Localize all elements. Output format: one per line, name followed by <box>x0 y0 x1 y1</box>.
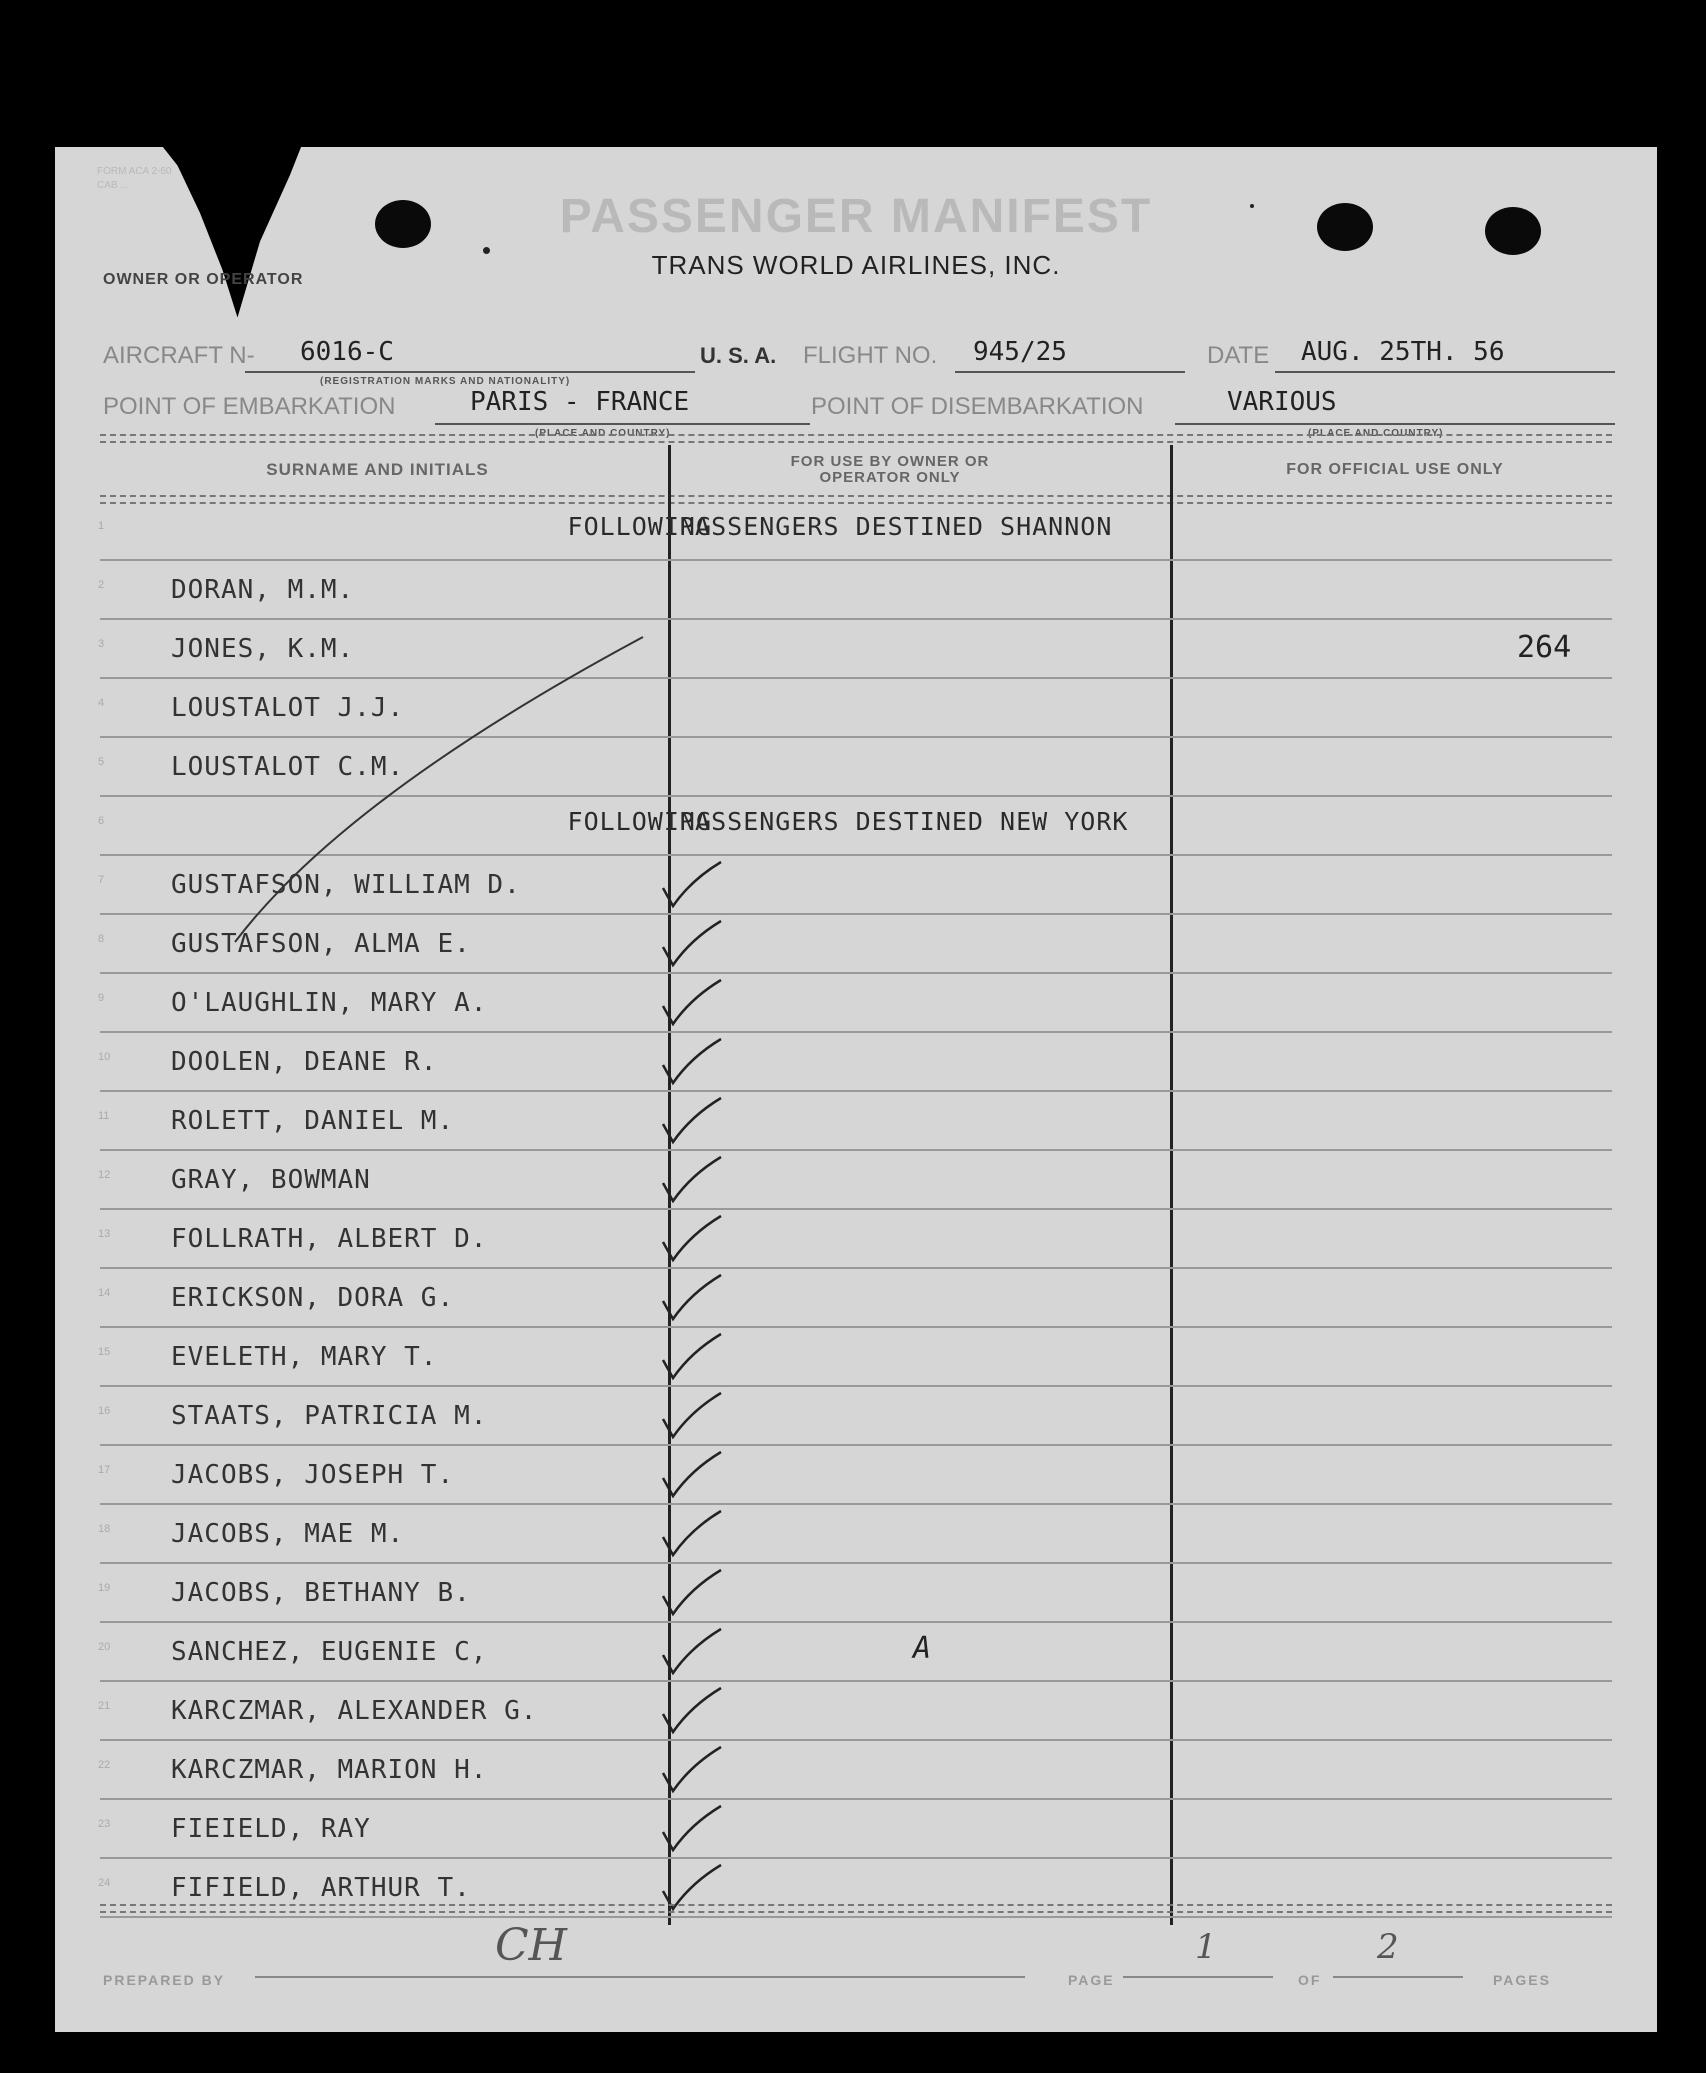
checkmark-icon <box>661 978 741 1028</box>
passenger-name: GUSTAFSON, ALMA E. <box>171 929 471 959</box>
passenger-name: LOUSTALOT C.M. <box>171 752 405 782</box>
row-number: 23 <box>98 1818 111 1830</box>
row-line <box>100 1267 1612 1269</box>
row-number: 6 <box>98 815 105 827</box>
page-number: 1 <box>1195 1927 1217 1967</box>
passenger-name: SANCHEZ, EUGENIE C, <box>171 1637 488 1667</box>
row-line <box>100 972 1612 974</box>
passenger-name: KARCZMAR, ALEXANDER G. <box>171 1696 538 1726</box>
aircraft-label: AIRCRAFT N- <box>103 342 255 369</box>
row-line <box>100 1385 1612 1387</box>
form-title: PASSENGER MANIFEST <box>559 190 1153 243</box>
row-number: 8 <box>98 933 105 945</box>
manifest-page <box>55 147 1657 2032</box>
row-number: 12 <box>98 1169 111 1181</box>
passenger-name: JACOBS, JOSEPH T. <box>171 1460 455 1490</box>
checkmark-icon <box>661 1568 741 1618</box>
section-heading-left: FOLLOWING <box>567 807 712 836</box>
flight-label: FLIGHT NO. <box>803 342 938 369</box>
row-line <box>100 1916 1612 1918</box>
col-surname: SURNAME AND INITIALS <box>266 460 489 479</box>
passenger-name: EVELETH, MARY T. <box>171 1342 438 1372</box>
of-label: OF <box>1298 1972 1322 1988</box>
header-rule <box>100 434 1612 443</box>
row-line <box>100 1621 1612 1623</box>
passenger-name: FIEIELD, RAY <box>171 1814 371 1844</box>
embark-caption: (PLACE AND COUNTRY) <box>535 428 671 439</box>
passenger-name: GRAY, BOWMAN <box>171 1165 371 1195</box>
passenger-name: FIFIELD, ARTHUR T. <box>171 1873 471 1903</box>
row-line <box>100 1208 1612 1210</box>
row-number: 9 <box>98 992 105 1004</box>
flight-prefix: U. S. A. <box>700 343 777 368</box>
aircraft-caption: (REGISTRATION MARKS AND NATIONALITY) <box>320 376 571 387</box>
strike-line <box>225 487 675 957</box>
checkmark-icon <box>661 1627 741 1677</box>
passenger-name: GUSTAFSON, WILLIAM D. <box>171 870 521 900</box>
row-number: 3 <box>98 638 105 650</box>
checkmark-icon <box>661 1804 741 1854</box>
airline-name: TRANS WORLD AIRLINES, INC. <box>651 250 1061 280</box>
page-line <box>1123 1976 1273 1978</box>
row-line <box>100 1562 1612 1564</box>
row-number: 22 <box>98 1759 111 1771</box>
row-number: 5 <box>98 756 105 768</box>
checkmark-icon <box>661 1509 741 1559</box>
section-heading-right: PASSENGERS DESTINED NEW YORK <box>679 807 1129 836</box>
pages-label: PAGES <box>1493 1972 1551 1988</box>
prepared-label: PREPARED BY <box>103 1972 226 1988</box>
flight-underline <box>955 371 1185 373</box>
owner-label: OWNER OR OPERATOR <box>103 271 304 288</box>
embark-label: POINT OF EMBARKATION <box>103 393 396 420</box>
passenger-name: KARCZMAR, MARION H. <box>171 1755 488 1785</box>
checkmark-icon <box>661 1096 741 1146</box>
passenger-name: DORAN, M.M. <box>171 575 355 605</box>
disembark-caption: (PLACE AND COUNTRY) <box>1308 428 1444 439</box>
prepared-line <box>255 1976 1025 1978</box>
row-line <box>100 1798 1612 1800</box>
row-line <box>100 1326 1612 1328</box>
disembark-label: POINT OF DISEMBARKATION <box>811 393 1144 420</box>
passenger-name: DOOLEN, DEANE R. <box>171 1047 438 1077</box>
aircraft-value: 6016-C <box>300 337 394 367</box>
section-heading-left: FOLLOWING <box>567 512 712 541</box>
row-number: 19 <box>98 1582 111 1594</box>
passenger-name: STAATS, PATRICIA M. <box>171 1401 488 1431</box>
row-line <box>100 1031 1612 1033</box>
section-heading-right: PASSENGERS DESTINED SHANNON <box>679 512 1113 541</box>
prepared-initials: CH <box>495 1920 568 1971</box>
checkmark-icon <box>661 1332 741 1382</box>
row-number: 4 <box>98 697 105 709</box>
checkmark-icon <box>661 1214 741 1264</box>
aircraft-underline <box>245 371 695 373</box>
column-divider-2 <box>1170 445 1173 1925</box>
col-official-use: FOR OFFICIAL USE ONLY <box>1286 461 1504 478</box>
passenger-name: LOUSTALOT J.J. <box>171 693 405 723</box>
page-label: PAGE <box>1068 1972 1115 1988</box>
checkmark-icon <box>661 1391 741 1441</box>
row-line <box>100 1149 1612 1151</box>
row-line <box>100 1680 1612 1682</box>
passenger-name: JONES, K.M. <box>171 634 355 664</box>
passenger-name: JACOBS, MAE M. <box>171 1519 405 1549</box>
embark-value: PARIS - FRANCE <box>470 387 690 417</box>
row-number: 7 <box>98 874 105 886</box>
disembark-value: VARIOUS <box>1227 387 1337 417</box>
row-line <box>100 1857 1612 1859</box>
row-number: 20 <box>98 1641 111 1653</box>
disembark-underline <box>1175 423 1615 425</box>
row-number: 1 <box>98 520 105 532</box>
flight-value: 945/25 <box>973 337 1067 367</box>
checkmark-icon <box>661 1273 741 1323</box>
checkmark-icon <box>661 1037 741 1087</box>
row-number: 10 <box>98 1051 111 1063</box>
date-label: DATE <box>1207 342 1270 369</box>
row-number: 13 <box>98 1228 111 1240</box>
owner-note: A <box>913 1631 932 1666</box>
row-number: 2 <box>98 579 105 591</box>
checkmark-icon <box>661 1745 741 1795</box>
row-number: 15 <box>98 1346 111 1358</box>
row-number: 14 <box>98 1287 111 1299</box>
passenger-name: ERICKSON, DORA G. <box>171 1283 455 1313</box>
row-line <box>100 1503 1612 1505</box>
official-annotation: 264 <box>1517 630 1572 665</box>
of-line <box>1333 1976 1463 1978</box>
row-line <box>100 1444 1612 1446</box>
total-pages: 2 <box>1377 1927 1399 1967</box>
date-value: AUG. 25TH. 56 <box>1301 337 1505 367</box>
row-number: 11 <box>98 1110 110 1122</box>
form-code: FORM ACA 2-60 CAB ... <box>97 166 172 191</box>
passenger-name: O'LAUGHLIN, MARY A. <box>171 988 488 1018</box>
passenger-name: ROLETT, DANIEL M. <box>171 1106 455 1136</box>
row-number: 16 <box>98 1405 111 1417</box>
row-number: 17 <box>98 1464 111 1476</box>
footer-rule <box>100 1904 1612 1913</box>
checkmark-icon <box>661 1686 741 1736</box>
row-number: 18 <box>98 1523 111 1535</box>
row-number: 24 <box>98 1877 111 1889</box>
passenger-name: FOLLRATH, ALBERT D. <box>171 1224 488 1254</box>
row-line <box>100 1739 1612 1741</box>
date-underline <box>1275 371 1615 373</box>
checkmark-icon <box>661 1155 741 1205</box>
row-number: 21 <box>98 1700 111 1712</box>
passenger-name: JACOBS, BETHANY B. <box>171 1578 471 1608</box>
checkmark-icon <box>661 1450 741 1500</box>
col-owner-use: FOR USE BY OWNER OR OPERATOR ONLY <box>790 453 990 486</box>
embark-underline <box>435 423 810 425</box>
row-line <box>100 1090 1612 1092</box>
